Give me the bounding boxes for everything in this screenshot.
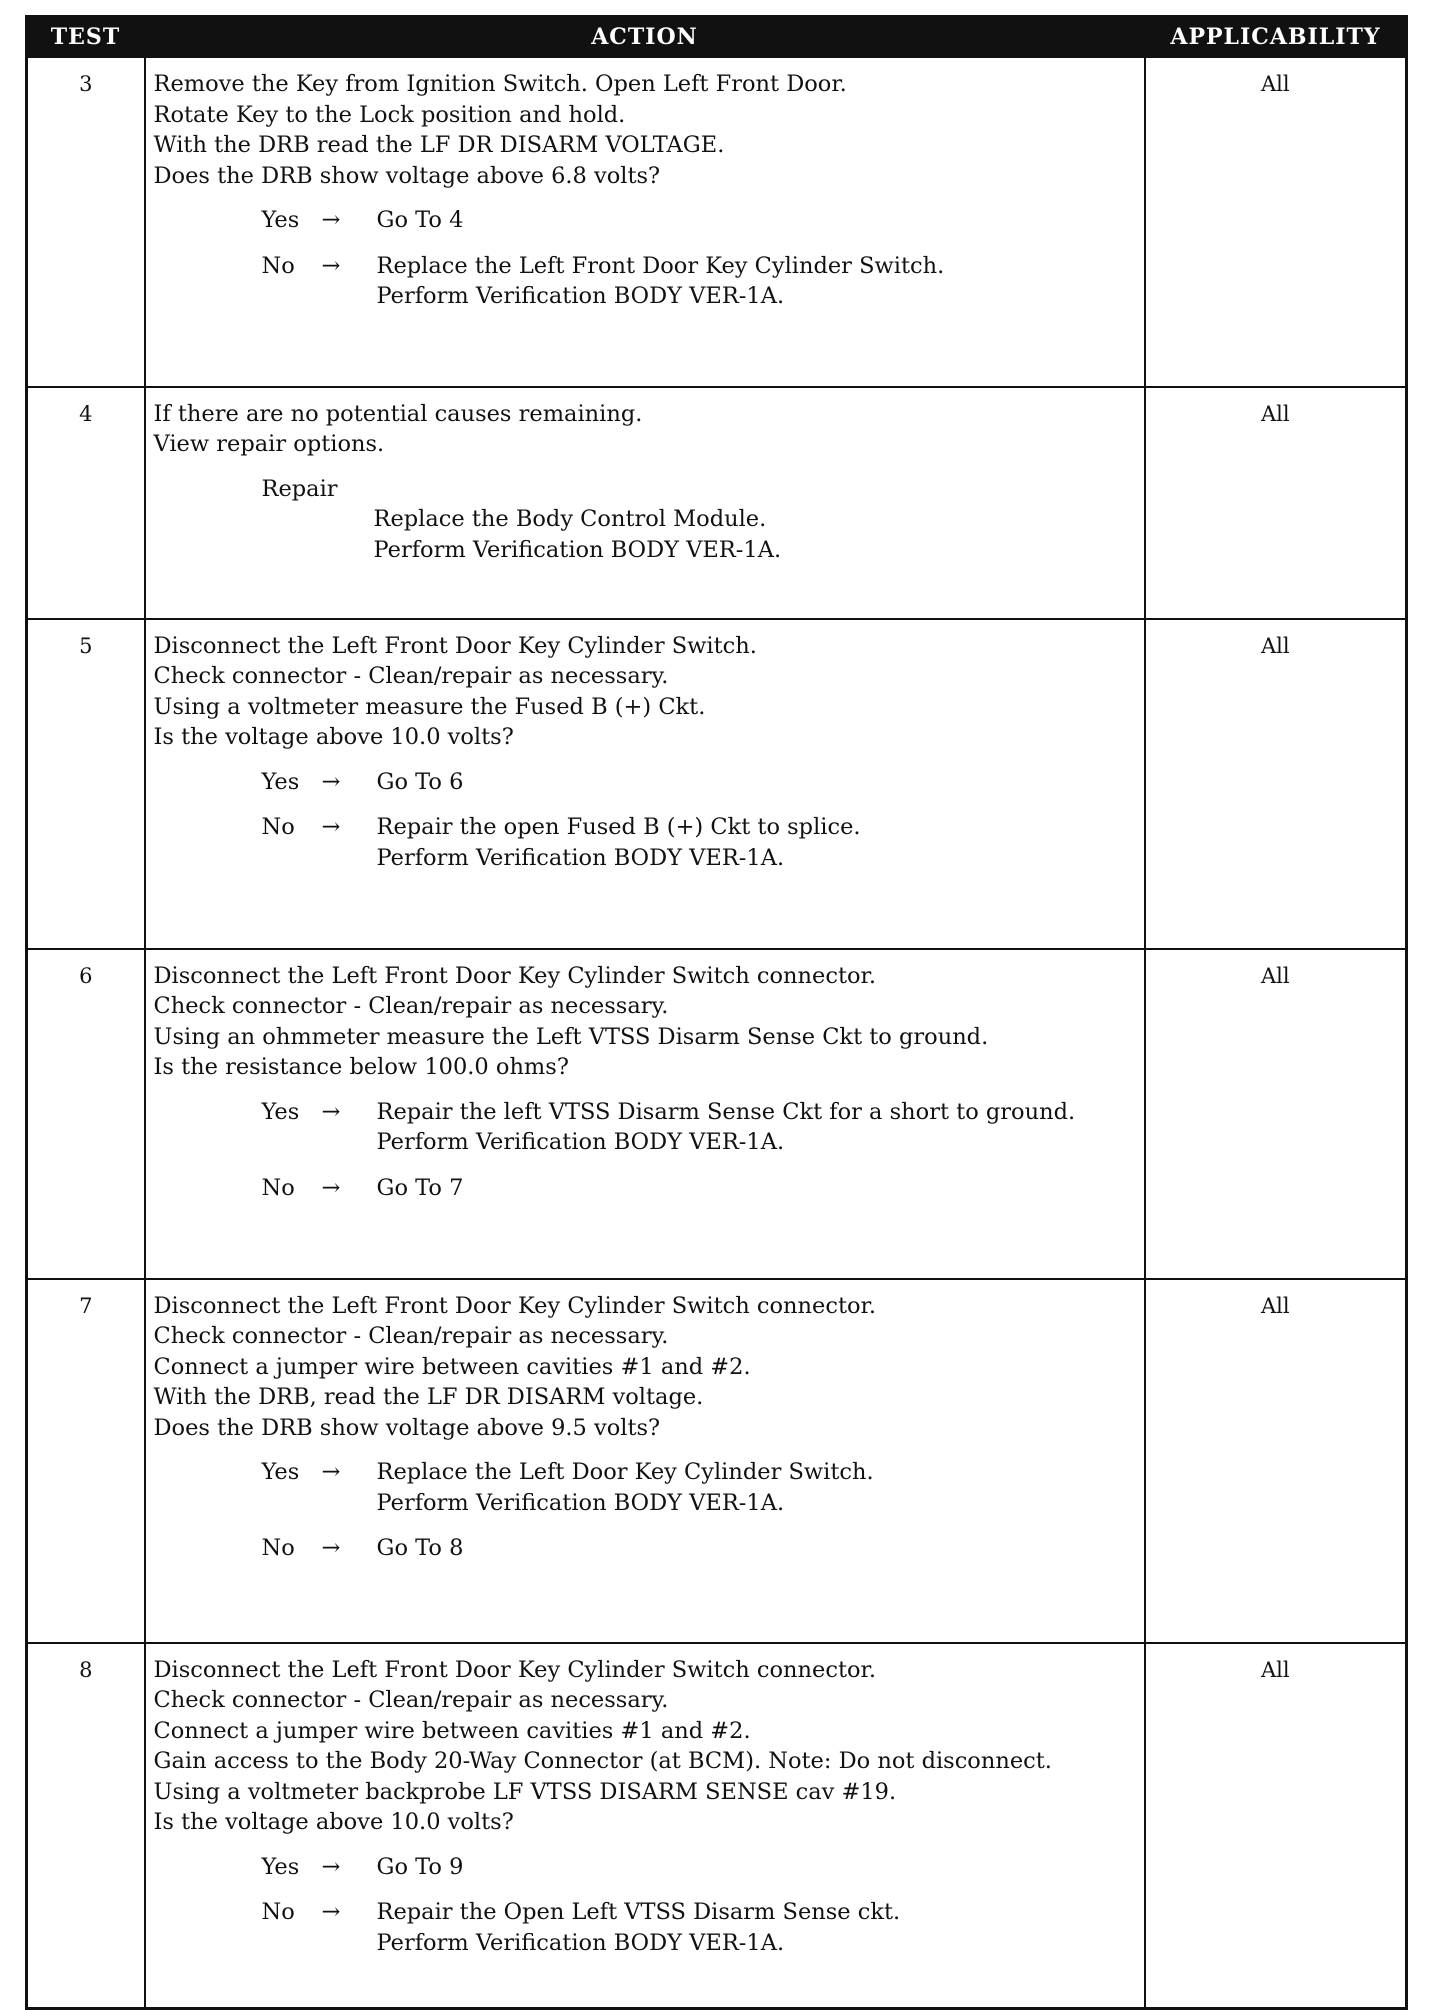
- no-response: [154, 1173, 1136, 1204]
- yes-result: [377, 1097, 1136, 1158]
- yes-result-line: Go To 9: [376, 1853, 464, 1880]
- test-number: 5: [27, 619, 145, 949]
- no-result: [377, 251, 1136, 312]
- arrow-icon: →: [321, 252, 341, 279]
- action-line: Check connector - Clean/repair as necessary.: [153, 993, 669, 1019]
- yes-result-line: Replace the Left Door Key Cylinder Switch.: [376, 1459, 874, 1485]
- yes-result-line: Go To 6: [376, 768, 464, 795]
- yes-result-line: Repair the left VTSS Disarm Sense Ckt for a short to ground.: [376, 1098, 1076, 1125]
- action-line: Check connector - Clean/repair as necessary.: [153, 663, 669, 689]
- repair-text-line: Replace the Body Control Module.: [373, 506, 767, 532]
- action-line: With the DRB, read the LF DR DISARM voltage.: [153, 1384, 704, 1410]
- yes-result: [377, 205, 1136, 236]
- no-result-line: Perform Verification BODY VER-1A.: [376, 1929, 785, 1956]
- action-line: Remove the Key from Ignition Switch. Open Left Front Door.: [153, 71, 847, 97]
- no-response: [154, 812, 1136, 873]
- action-line: Using a voltmeter backprobe LF VTSS DISARM SENSE cav #19.: [153, 1778, 897, 1805]
- action-line: Using an ohmmeter measure the Left VTSS Disarm Sense Ckt to ground.: [153, 1023, 989, 1050]
- table-body: [27, 57, 1407, 2009]
- yes-response: [154, 205, 1136, 236]
- table-header-row: [27, 17, 1407, 57]
- no-label: No: [261, 1899, 295, 1925]
- action-line: Is the voltage above 10.0 volts?: [153, 1809, 514, 1835]
- yes-result: [377, 767, 1136, 798]
- test-number: 3: [27, 57, 145, 387]
- action-line: Check connector - Clean/repair as necessary.: [153, 1687, 669, 1713]
- no-result: [377, 1533, 1136, 1564]
- arrow-icon: →: [321, 1899, 341, 1925]
- action-line: Is the voltage above 10.0 volts?: [153, 724, 514, 750]
- action-cell: [145, 949, 1145, 1279]
- action-line: Check connector - Clean/repair as necessary.: [153, 1323, 669, 1349]
- test-number: 6: [27, 949, 145, 1279]
- table-row: [27, 387, 1407, 619]
- applicability: All: [1145, 387, 1407, 619]
- action-line: Connect a jumper wire between cavities #1 and #2.: [153, 1717, 751, 1744]
- diagnostic-table: [25, 15, 1408, 2010]
- action-cell: [145, 619, 1145, 949]
- no-result: [377, 812, 1136, 873]
- action-line: Does the DRB show voltage above 6.8 volts?: [153, 162, 661, 189]
- action-line: With the DRB read the LF DR DISARM VOLTAGE.: [153, 132, 725, 158]
- no-result-line: Go To 8: [376, 1535, 464, 1561]
- no-result: [377, 1897, 1136, 1958]
- no-result-line: Repair the open Fused B (+) Ckt to splice.: [376, 814, 861, 840]
- no-response: [154, 251, 1136, 312]
- yes-response: [154, 1852, 1136, 1883]
- no-label: No: [261, 814, 295, 840]
- action-cell: [145, 57, 1145, 387]
- yes-result-line: Perform Verification BODY VER-1A.: [376, 1129, 785, 1155]
- arrow-icon: →: [321, 814, 341, 840]
- yes-response: [154, 1097, 1136, 1158]
- action-line: Disconnect the Left Front Door Key Cylinder Switch connector.: [153, 1656, 876, 1683]
- yes-label: Yes: [261, 1098, 300, 1125]
- diagnostic-test-sheet: [25, 15, 1405, 2010]
- action-cell: [145, 1643, 1145, 2009]
- no-label: No: [261, 252, 295, 279]
- test-number: 7: [27, 1279, 145, 1643]
- arrow-icon: →: [321, 1853, 341, 1880]
- arrow-icon: →: [321, 207, 341, 233]
- action-line: Disconnect the Left Front Door Key Cylinder Switch connector.: [153, 1292, 876, 1319]
- arrow-icon: →: [321, 1535, 341, 1561]
- table-row: [27, 949, 1407, 1279]
- repair-text-line: Perform Verification BODY VER-1A.: [373, 536, 782, 563]
- no-result-line: Replace the Left Front Door Key Cylinder Switch.: [376, 252, 945, 279]
- applicability: All: [1145, 619, 1407, 949]
- yes-result-line: Go To 4: [376, 207, 464, 233]
- test-number: 8: [27, 1643, 145, 2009]
- no-result-line: Perform Verification BODY VER-1A.: [376, 283, 785, 309]
- action-line: Rotate Key to the Lock position and hold.: [153, 101, 626, 128]
- action-line: Disconnect the Left Front Door Key Cylinder Switch.: [153, 632, 757, 659]
- no-result: [377, 1173, 1136, 1204]
- yes-label: Yes: [261, 1459, 300, 1485]
- no-result-line: Perform Verification BODY VER-1A.: [376, 844, 785, 871]
- arrow-icon: →: [321, 768, 341, 795]
- no-label: No: [261, 1174, 295, 1201]
- arrow-icon: →: [321, 1459, 341, 1485]
- action-cell: [145, 387, 1145, 619]
- table-row: [27, 57, 1407, 387]
- header-applicability: APPLICABILITY: [1145, 17, 1407, 57]
- action-cell: [145, 1279, 1145, 1643]
- no-label: No: [261, 1535, 295, 1561]
- action-line: Gain access to the Body 20-Way Connector (at BCM). Note: Do not disconnect.: [153, 1748, 1052, 1774]
- yes-result: [377, 1457, 1136, 1518]
- yes-response: [154, 1457, 1136, 1518]
- test-number: 4: [27, 387, 145, 619]
- table-row: [27, 1643, 1407, 2009]
- header-action: ACTION: [145, 17, 1145, 57]
- arrow-icon: →: [321, 1174, 341, 1201]
- no-result-line: Go To 7: [376, 1174, 464, 1201]
- applicability: All: [1145, 1279, 1407, 1643]
- yes-response: [154, 767, 1136, 798]
- no-result-line: Repair the Open Left VTSS Disarm Sense ckt.: [376, 1899, 901, 1925]
- yes-label: Yes: [261, 1853, 300, 1880]
- action-line: Does the DRB show voltage above 9.5 volts?: [153, 1414, 661, 1441]
- applicability: All: [1145, 57, 1407, 387]
- applicability: All: [1145, 949, 1407, 1279]
- table-row: [27, 1279, 1407, 1643]
- action-line: Connect a jumper wire between cavities #1 and #2.: [153, 1353, 751, 1380]
- action-line: Using a voltmeter measure the Fused B (+) Ckt.: [153, 693, 706, 720]
- table-row: [27, 619, 1407, 949]
- yes-label: Yes: [261, 768, 300, 795]
- arrow-icon: →: [321, 1098, 341, 1125]
- action-line: If there are no potential causes remaining.: [153, 400, 643, 427]
- action-line: Is the resistance below 100.0 ohms?: [153, 1054, 569, 1080]
- applicability: All: [1145, 1643, 1407, 2009]
- repair-label: Repair: [261, 475, 338, 502]
- no-response: [154, 1533, 1136, 1564]
- action-line: Disconnect the Left Front Door Key Cylinder Switch connector.: [153, 962, 876, 989]
- header-test: TEST: [27, 17, 145, 57]
- action-line: View repair options.: [153, 431, 385, 457]
- yes-result-line: Perform Verification BODY VER-1A.: [376, 1489, 785, 1516]
- no-response: [154, 1897, 1136, 1958]
- yes-result: [377, 1852, 1136, 1883]
- yes-label: Yes: [261, 207, 300, 233]
